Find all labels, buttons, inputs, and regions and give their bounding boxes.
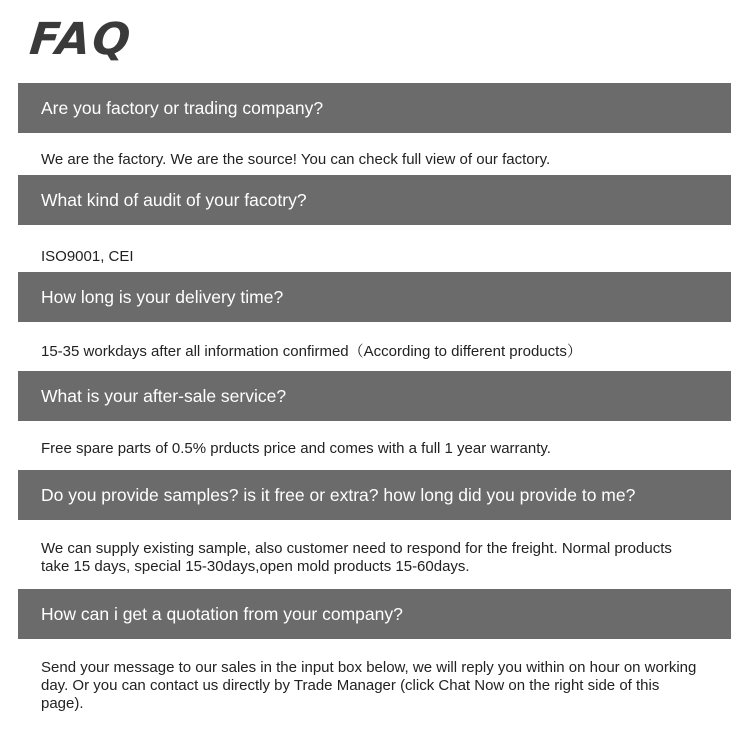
faq-question-4: What is your after-sale service?: [41, 385, 287, 406]
faq-answer-1: We are the factory. We are the source! You can check full view of our factory.: [41, 151, 551, 168]
faq-answer-5: We can supply existing sample, also customer need to respond for the freight. Normal products take 15 days, special 15-30days,open mold products 15-60days.: [41, 540, 672, 575]
faq-question-6: How can i get a quotation from your company?: [41, 603, 403, 624]
faq-question-bar-3: [18, 272, 731, 322]
faq-answer-4: Free spare parts of 0.5% prducts price and comes with a full 1 year warranty.: [41, 440, 551, 457]
faq-answer-2: ISO9001, CEI: [41, 248, 134, 265]
faq-question-bar-1: [18, 83, 731, 133]
faq-logo-text: FAQ: [27, 14, 135, 65]
faq-question-3: How long is your delivery time?: [41, 286, 284, 307]
faq-question-bar-2: [18, 175, 731, 225]
faq-question-bar-4: [18, 371, 731, 421]
faq-answer-6: Send your message to our sales in the input box below, we will reply you within on hour on working day. Or you can contact us directly by Trade Manager (click Chat Now on the right side of this page).: [41, 659, 697, 712]
faq-question-5: Do you provide samples? is it free or extra? how long did you provide to me?: [41, 484, 636, 505]
faq-answer-3: 15-35 workdays after all information confirmed（According to different products）: [41, 343, 582, 360]
faq-question-2: What kind of audit of your facotry?: [41, 189, 307, 210]
faq-question-bar-5: [18, 470, 731, 520]
faq-question-bar-6: [18, 589, 731, 639]
faq-question-1: Are you factory or trading company?: [41, 97, 324, 118]
